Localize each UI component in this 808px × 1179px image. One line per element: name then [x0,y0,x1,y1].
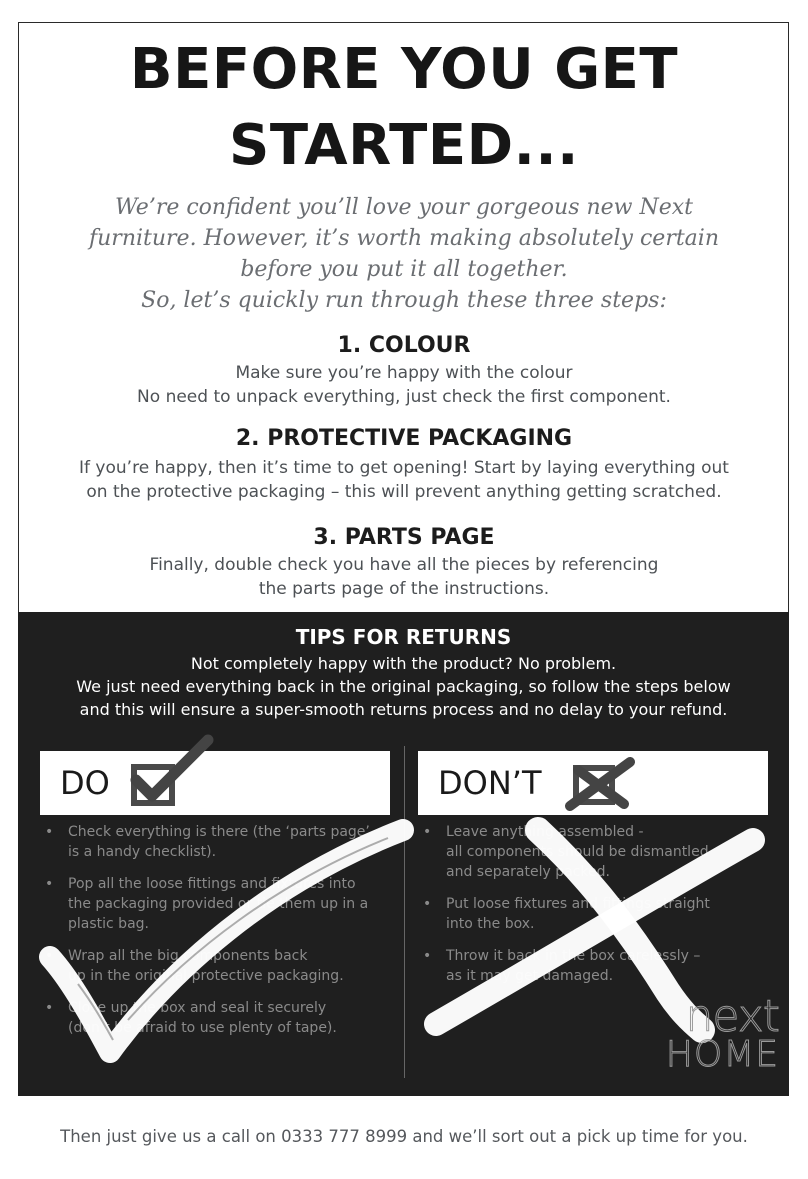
dont-list-item: • Leave anything assembled - all components should be dismantled and separately packed. [423,824,709,880]
step-3-heading: 3. PARTS PAGE [313,525,495,550]
intro-line: So, let’s quickly run through these three steps: [141,288,667,313]
step-1-line: No need to unpack everything, just check the first component. [137,387,671,407]
dont-list-item: • Put loose fixtures and fittings straight into the box. [423,896,710,932]
intro-line: before you put it all together. [240,257,568,282]
step-1-line: Make sure you’re happy with the colour [235,363,573,383]
column-divider [404,746,405,1078]
step-2-text [0,456,808,504]
do-list-item: • Pop all the loose fittings and fixtures into the packaging provided or tie them up in a plastic bag. [45,876,369,932]
dont-label: DON’T [438,764,542,802]
step-2-line: If you’re happy, then it’s time to get opening! Start by laying everything out [79,458,729,478]
step-2-heading: 2. PROTECTIVE PACKAGING [235,426,573,451]
page-title-line-2: STARTED... [229,113,579,178]
dont-label-box [418,751,768,815]
returns-line: and this will ensure a super-smooth returns process and no delay to your refund. [79,700,728,719]
step-3-line: Finally, double check you have all the pieces by referencing [149,555,659,575]
page-title-line-1: BEFORE YOU GET [129,37,679,102]
step-3-text [0,553,808,601]
do-list [40,822,370,1050]
do-label: DO [60,764,110,802]
do-list-item: • Wrap all the big components back up in the original protective packaging. [45,948,344,984]
do-list-item: • Close up the box and seal it securely (don’t be afraid to use plenty of tape). [45,1000,337,1036]
intro-line: furniture. However, it’s worth making absolutely certain [89,226,719,251]
step-1-heading: 1. COLOUR [337,333,471,358]
next-home-logo: next HOME [665,991,779,1075]
step-2-line: on the protective packaging – this will prevent anything getting scratched. [86,482,722,502]
intro-paragraph [30,192,778,316]
returns-intro [18,652,789,721]
footer-contact-text: Then just give us a call on 0333 777 8999 and we’ll sort out a pick up time for you. [60,1127,748,1146]
dont-list-item: • Throw it back in the box carelessly – as it may get damaged. [423,948,701,984]
returns-line: We just need everything back in the original packaging, so follow the steps below [76,677,731,696]
do-list-item: • Check everything is there (the ‘parts page’ is a handy checklist). [45,824,370,860]
do-label-box [40,751,390,815]
returns-heading: TIPS FOR RETURNS [295,625,512,649]
returns-line: Not completely happy with the product? No problem. [190,654,617,673]
step-3-line: the parts page of the instructions. [258,579,550,599]
step-1-text [0,361,808,409]
returns-panel [18,612,789,1096]
intro-line: We’re confident you’ll love your gorgeous new Next [114,195,694,220]
dont-list [418,822,710,998]
